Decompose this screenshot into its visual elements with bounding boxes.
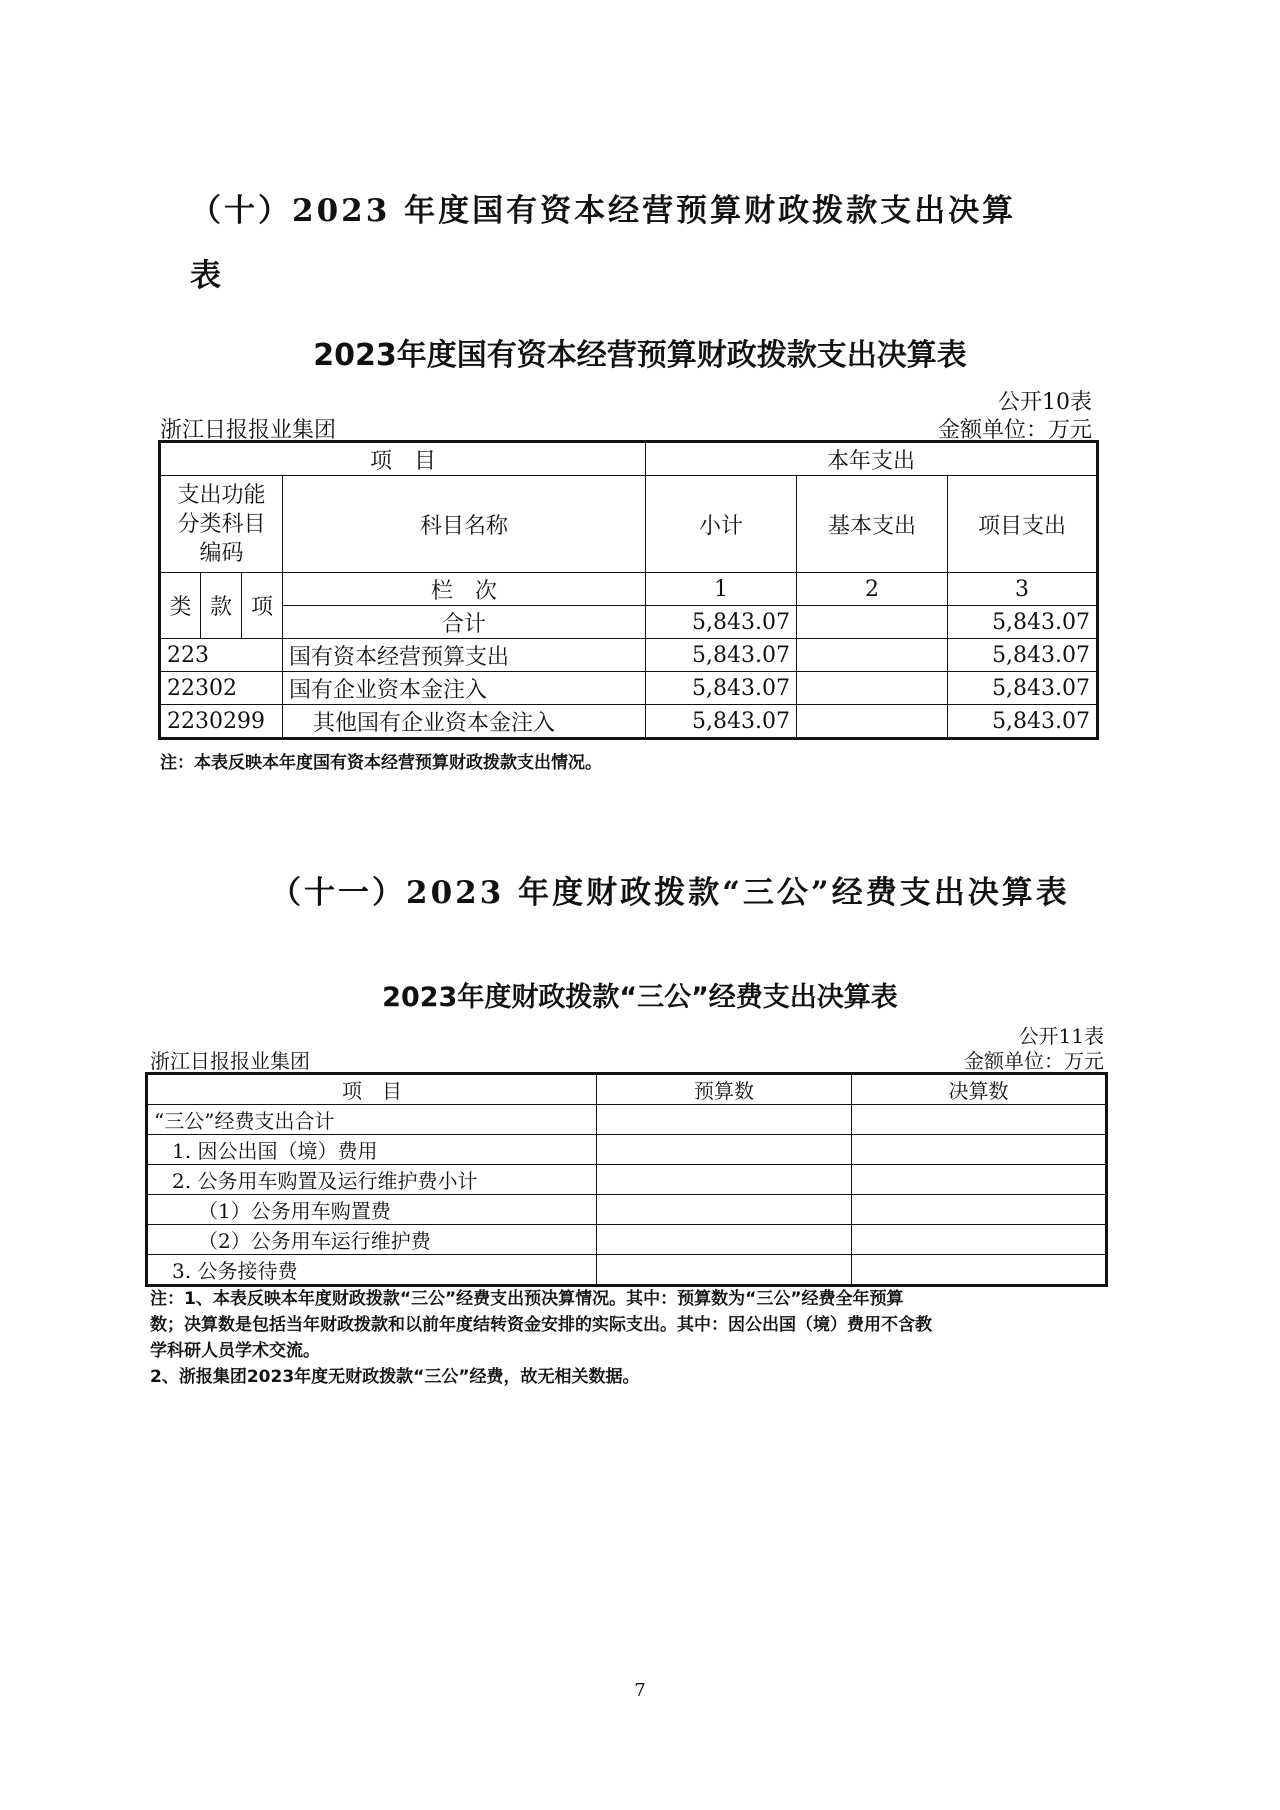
row-subtotal: 5,843.07 [646,705,797,739]
row-label: “三公”经费支出合计 [147,1105,597,1135]
row-final [852,1135,1107,1165]
section10-heading-line1: （十）2023 年度国有资本经营预算财政拨款支出决算 [190,193,1017,229]
table-row [147,1135,1107,1165]
row-label: （2）公务用车运行维护费 [147,1225,597,1255]
row-code: 2230299 [160,705,283,739]
row-final [852,1225,1107,1255]
row-project: 5,843.07 [948,705,1098,739]
header-col3: 3 [948,573,1098,606]
row-basic [797,639,948,672]
total-subtotal: 5,843.07 [646,606,797,639]
row-budget [597,1165,852,1195]
row-final [852,1255,1107,1286]
section10-table-title: 2023年度国有资本经营预算财政拨款支出决算表 [313,338,967,373]
header-final: 决算数 [852,1074,1107,1105]
row-subtotal: 5,843.07 [646,639,797,672]
table-row [147,1105,1107,1135]
header-subtotal: 小计 [646,476,797,573]
row-label: 3. 公务接待费 [147,1255,597,1286]
page-number: 7 [634,1680,646,1701]
row-name: 其他国有企业资本金注入 [283,705,646,739]
section11-table-title: 2023年度财政拨款“三公”经费支出决算表 [382,982,898,1013]
row-name: 国有企业资本金注入 [283,672,646,705]
section10-note: 注：本表反映本年度国有资本经营预算财政拨款支出情况。 [160,753,602,773]
section11-note2: 2、浙报集团2023年度无财政拨款“三公”经费，故无相关数据。 [150,1367,640,1387]
section11-unit: 金额单位：万元 [964,1049,1104,1073]
table-row [147,1195,1107,1225]
row-name: 国有资本经营预算支出 [283,639,646,672]
section11-note1-line3: 学科研人员学术交流。 [150,1341,320,1361]
table-row [160,639,1098,672]
section10-form-no: 公开10表 [998,390,1092,415]
section10-table [158,440,1099,740]
row-project: 5,843.07 [948,672,1098,705]
header-budget: 预算数 [597,1074,852,1105]
header-this-year: 本年支出 [646,442,1098,476]
header-col1: 1 [646,573,797,606]
section10-heading-line2: 表 [190,258,224,294]
header-project: 项 目 [160,442,646,476]
section11-org: 浙江日报报业集团 [150,1049,310,1073]
section10-org: 浙江日报报业集团 [160,418,337,443]
section11-table [145,1072,1108,1287]
row-budget [597,1135,852,1165]
row-label: （1）公务用车购置费 [147,1195,597,1225]
row-budget [597,1255,852,1286]
table-row [160,705,1098,739]
header-xiang: 项 [242,573,283,639]
row-code: 223 [160,639,283,672]
table-row [147,1255,1107,1286]
row-basic [797,705,948,739]
row-project: 5,843.07 [948,639,1098,672]
section11-note1-line2: 数；决算数是包括当年财政拨款和以前年度结转资金安排的实际支出。其中：因公出国（境）费用不含教 [150,1315,932,1335]
row-final [852,1195,1107,1225]
table-row [147,1225,1107,1255]
header-col2: 2 [797,573,948,606]
table-row [147,1165,1107,1195]
row-code: 22302 [160,672,283,705]
header-name: 科目名称 [283,476,646,573]
table-row-total [160,606,1098,639]
header-lei: 类 [160,573,201,639]
section11-note1-line1: 注：1、本表反映本年度财政拨款“三公”经费支出预决算情况。其中：预算数为“三公”经费全年预算 [150,1289,904,1309]
header-kuan: 款 [201,573,242,639]
header-lanci: 栏 次 [283,573,646,606]
total-name: 合计 [283,606,646,639]
section10-unit: 金额单位：万元 [937,418,1092,443]
total-project: 5,843.07 [948,606,1098,639]
row-basic [797,672,948,705]
section11-form-no: 公开11表 [1018,1024,1104,1048]
header-code: 支出功能分类科目编码 [160,476,283,573]
table-row [160,672,1098,705]
row-budget [597,1225,852,1255]
total-basic [797,606,948,639]
header-basic: 基本支出 [797,476,948,573]
row-final [852,1105,1107,1135]
row-budget [597,1105,852,1135]
row-label: 2. 公务用车购置及运行维护费小计 [147,1165,597,1195]
row-subtotal: 5,843.07 [646,672,797,705]
row-final [852,1165,1107,1195]
header-project-exp: 项目支出 [948,476,1098,573]
header-project: 项 目 [147,1074,597,1105]
row-label: 1. 因公出国（境）费用 [147,1135,597,1165]
section11-heading: （十一）2023 年度财政拨款“三公”经费支出决算表 [270,875,1070,911]
row-budget [597,1195,852,1225]
